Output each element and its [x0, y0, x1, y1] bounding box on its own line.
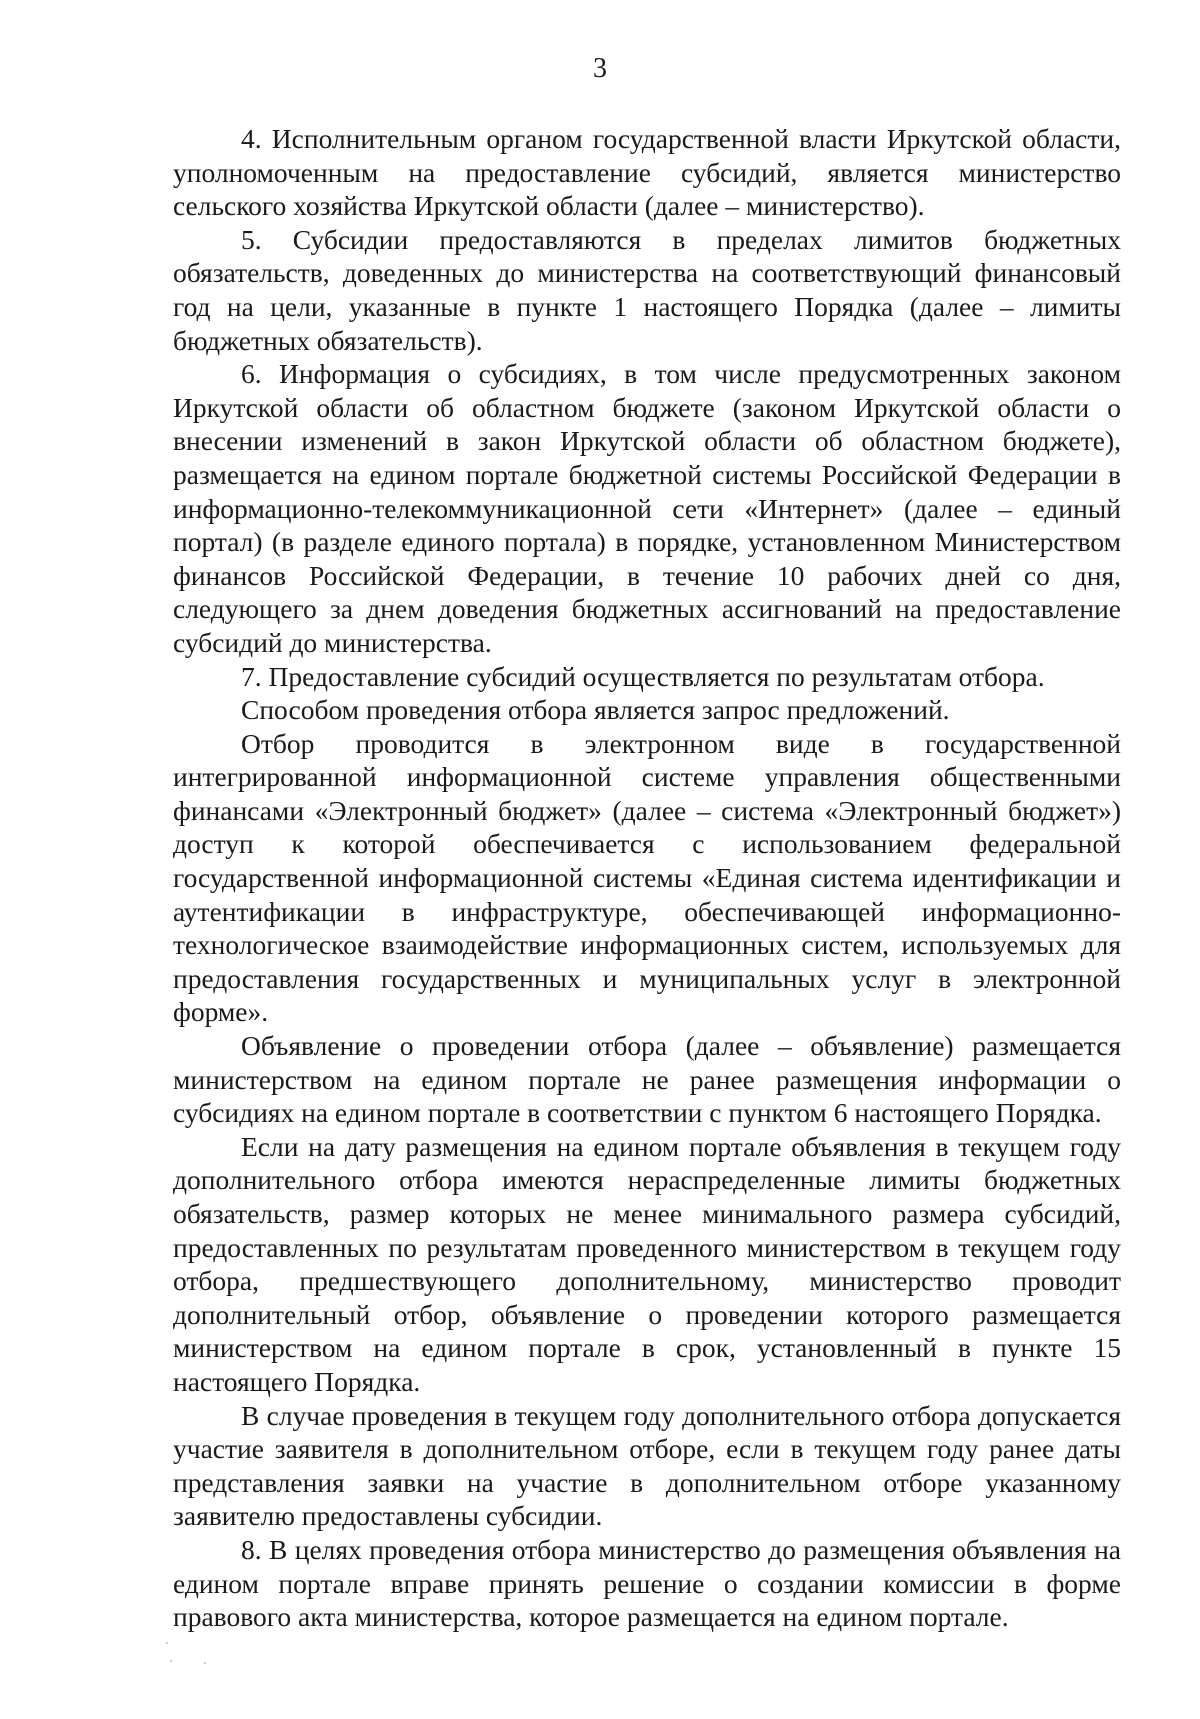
- paragraph-7: 7. Предоставление субсидий осуществляется по результатам отбора.: [241, 660, 1045, 692]
- page-number: 3: [593, 53, 607, 84]
- paragraph-5: 5. Субсидии предоставляются в пределах лимитов бюджетных обязательств, доведенных до министерства на соответствующий финансовый год на цели, указанные в пункте 1 настоящего Порядка (далее – лимиты бюджетных обязательств).: [173, 223, 1121, 356]
- speck: [170, 1660, 172, 1662]
- speck: [166, 1642, 168, 1644]
- paragraph-7-participation: В случае проведения в текущем году дополнительного отбора допускается участие заявителя в дополнительном отборе, если в текущем году ранее даты представления заявки на участие в дополнительном отборе указанному заявителю предоставлены субсидии.: [173, 1399, 1121, 1532]
- paragraph-7-electronic-selection: Отбор проводится в электронном виде в государственной интегрированной информационной системе управления общественными финансами «Электронный бюджет» (далее – система «Электронный бюджет») доступ к которой обеспечивается с использованием федеральной государственной информационной системы «Единая система идентификации и аутентификации в инфраструктуре, обеспечивающей информационно-технологическое взаимодействие информационных систем, используемых для предоставления государственных и муниципальных услуг в электронной форме».: [173, 727, 1121, 1028]
- speck: [204, 1662, 206, 1664]
- paragraph-8: 8. В целях проведения отбора министерство до размещения объявления на едином портале вправе принять решение о создании комиссии в форме правового акта министерства, которое размещается на едином портале.: [173, 1533, 1121, 1633]
- paragraph-6: 6. Информация о субсидиях, в том числе предусмотренных законом Иркутской области об областном бюджете (законом Иркутской области о внесении изменений в закон Иркутской области об областном бюджете), размещается на едином портале бюджетной системы Российской Федерации в информационно-телекоммуникационной сети «Интернет» (далее – единый портал) (в разделе единого портала) в порядке, установленном Министерством финансов Российской Федерации, в течение 10 рабочих дней со дня, следующего за днем доведения бюджетных ассигнований на предоставление субсидий до министерства.: [173, 358, 1121, 658]
- scan-specks: [160, 1640, 220, 1670]
- document-body: [173, 122, 1121, 1634]
- paragraph-7-announcement: Объявление о проведении отбора (далее – объявление) размещается министерством на едином портале не ранее размещения информации о субсидиях на едином портале в соответствии с пунктом 6 настоящего Порядка.: [173, 1030, 1121, 1129]
- paragraph-4: 4. Исполнительным органом государственной власти Иркутской области, уполномоченным на предоставление субсидий, является министерство сельского хозяйства Иркутской области (далее – министерство).: [173, 123, 1121, 222]
- paragraph-7-additional-selection: Если на дату размещения на едином портале объявления в текущем году дополнительного отбора имеются нераспределенные лимиты бюджетных обязательств, размер которых не менее минимального размера субсидий, предоставленных по результатам проведенного министерством в текущем году отбора, предшествующего дополнительному, министерство проводит дополнительный отбор, объявление о проведении которого размещается министерством на едином портале в срок, установленный в пункте 15 настоящего Порядка.: [173, 1130, 1121, 1397]
- paragraph-7-method: Способом проведения отбора является запрос предложений.: [241, 694, 950, 726]
